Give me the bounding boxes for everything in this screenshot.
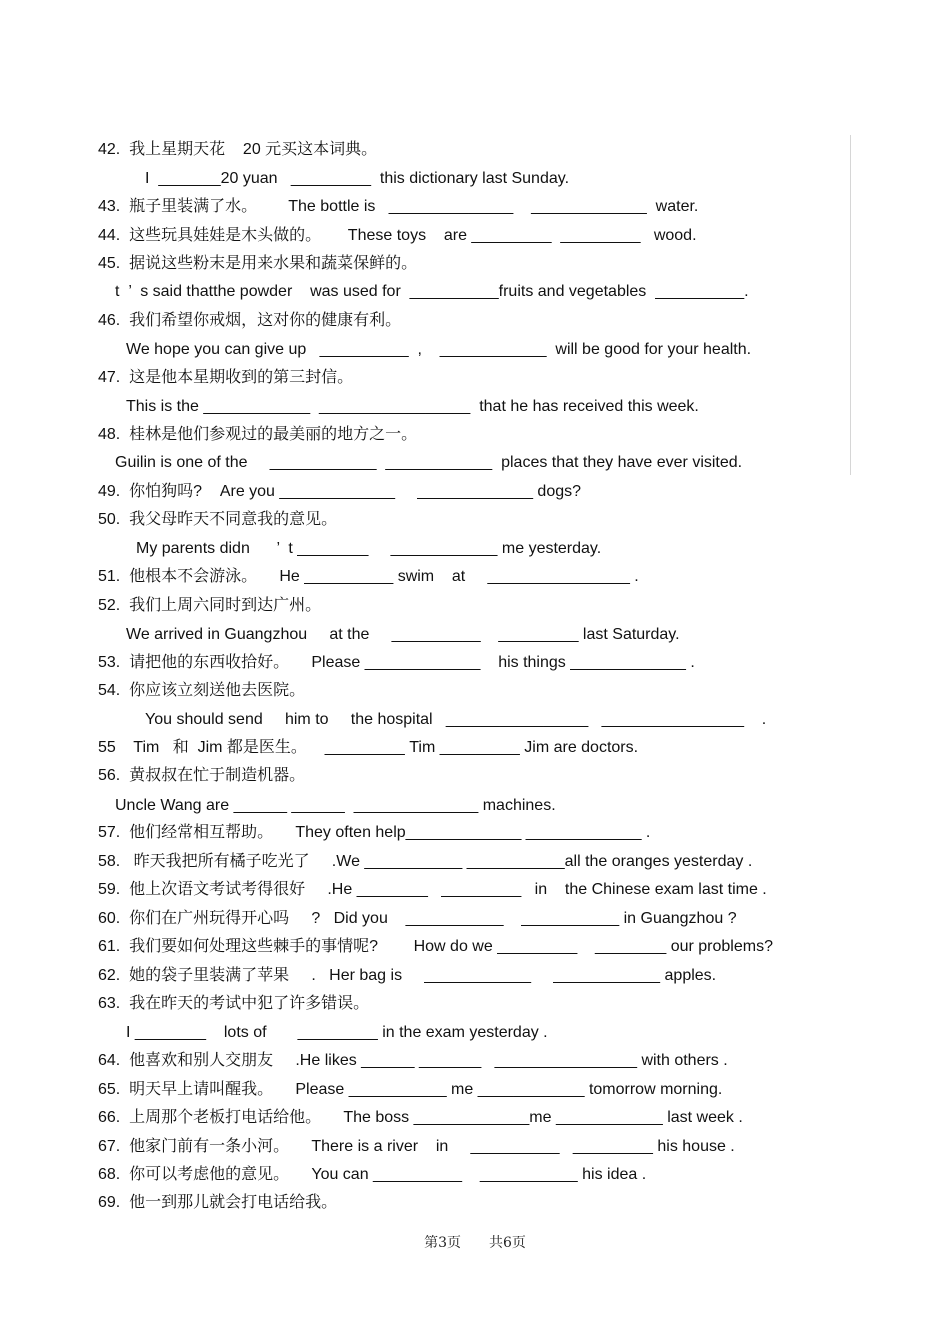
item-60: 60. 你们在广州玩得开心吗 ? Did you ___________ ___________ in Guangzhou ? xyxy=(98,910,737,927)
item-69: 69. 他一到那儿就会打电话给我。 xyxy=(98,1194,338,1211)
page-total: 共6页 xyxy=(489,1235,526,1251)
item-50-cn: 50. 我父母昨天不同意我的意见。 xyxy=(98,511,338,528)
item-56-en: Uncle Wang are ______ ______ ______________ machines. xyxy=(115,797,556,814)
item-53: 53. 请把他的东西收拾好。 Please _____________ his things _____________ . xyxy=(98,654,695,671)
item-45-en: t ’ s said thatthe powder was used for __________fruits and vegetables __________. xyxy=(115,283,749,300)
item-54-cn: 54. 你应该立刻送他去医院。 xyxy=(98,682,306,699)
item-55: 55 Tim 和 Jim 都是医生。 _________ Tim _________ Jim are doctors. xyxy=(98,739,639,756)
item-68: 68. 你可以考虑他的意见。 You can __________ ___________ his idea . xyxy=(98,1166,647,1183)
item-59: 59. 他上次语文考试考得很好 .He ________ _________ in the Chinese exam last time . xyxy=(98,881,767,898)
item-58: 58. 昨天我把所有橘子吃光了 .We ___________ ___________all the oranges yesterday . xyxy=(98,853,753,870)
item-66: 66. 上周那个老板打电话给他。 The boss _____________me ____________ last week . xyxy=(98,1109,743,1126)
item-65: 65. 明天早上请叫醒我。 Please ___________ me ____________ tomorrow morning. xyxy=(98,1081,723,1098)
item-43: 43. 瓶子里装满了水。 The bottle is ______________ _____________ water. xyxy=(98,198,699,215)
item-67: 67. 他家门前有一条小河。 There is a river in __________ _________ his house . xyxy=(98,1138,735,1155)
page-number: 第3页 xyxy=(424,1235,461,1251)
item-48-en: Guilin is one of the ____________ ____________ places that they have ever visited. xyxy=(115,454,743,471)
item-45-cn: 45. 据说这些粉末是用来水果和蔬菜保鲜的。 xyxy=(98,255,418,272)
item-47-en: This is the ____________ _________________ that he has received this week. xyxy=(126,398,699,415)
item-47-cn: 47. 这是他本星期收到的第三封信。 xyxy=(98,369,354,386)
page-footer xyxy=(0,1232,950,1252)
item-63-en: I ________ lots of _________ in the exam yesterday . xyxy=(126,1024,548,1041)
item-52-en: We arrived in Guangzhou at the __________ _________ last Saturday. xyxy=(126,626,680,643)
item-42-en: I _______20 yuan _________ this dictionary last Sunday. xyxy=(145,170,570,187)
item-48-cn: 48. 桂林是他们参观过的最美丽的地方之一。 xyxy=(98,426,418,443)
item-63-cn: 63. 我在昨天的考试中犯了许多错误。 xyxy=(98,995,370,1012)
item-49: 49. 你怕狗吗? Are you _____________ _____________ dogs? xyxy=(98,483,582,500)
item-44: 44. 这些玩具娃娃是木头做的。 These toys are _________ _________ wood. xyxy=(98,227,697,244)
margin-rule xyxy=(850,135,851,475)
item-56-cn: 56. 黄叔叔在忙于制造机器。 xyxy=(98,767,306,784)
item-52-cn: 52. 我们上周六同时到达广州。 xyxy=(98,597,322,614)
item-46-en: We hope you can give up __________ , ____________ will be good for your health. xyxy=(126,341,752,358)
item-64: 64. 他喜欢和别人交朋友 .He likes ______ _______ ________________ with others . xyxy=(98,1052,728,1069)
item-54-en: You should send him to the hospital ________________ ________________ . xyxy=(145,711,767,728)
item-42-cn: 42. 我上星期天花 20 元买这本词典。 xyxy=(98,141,378,158)
item-57: 57. 他们经常相互帮助。 They often help_____________ _____________ . xyxy=(98,824,651,841)
item-50-en: My parents didn ’ t ________ ____________ me yesterday. xyxy=(136,540,602,557)
item-51: 51. 他根本不会游泳。 He __________ swim at ________________ . xyxy=(98,568,639,585)
item-46-cn: 46. 我们希望你戒烟，这对你的健康有利。 xyxy=(98,312,402,329)
item-61: 61. 我们要如何处理这些棘手的事情呢? How do we _________ ________ our problems? xyxy=(98,938,773,955)
item-62: 62. 她的袋子里装满了苹果 . Her bag is ____________ ____________ apples. xyxy=(98,967,717,984)
